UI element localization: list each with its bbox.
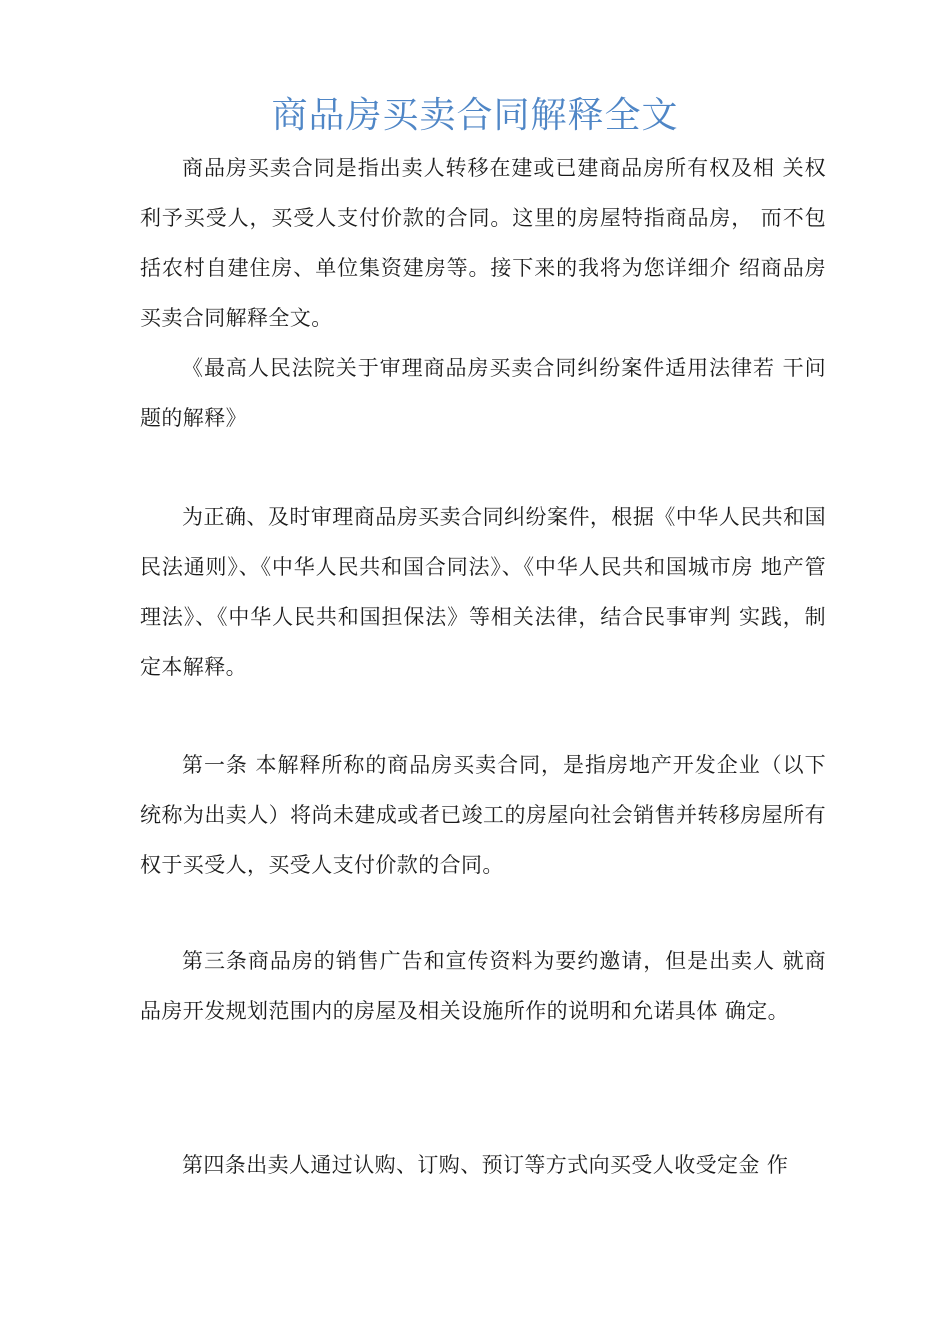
article-1-paragraph: 第一条 本解释所称的商品房买卖合同，是指房地产开发企业（以下统称为出卖人）将尚未建成或者已竣工的房屋向社会销售并转移房屋所有权于买受人，买受人支付价款的合同。 [140, 753, 826, 877]
article-3-paragraph: 第三条商品房的销售广告和宣传资料为要约邀请，但是出卖人 就商品房开发规划范围内的房屋及相关设施所作的说明和允诺具体 确定。 [140, 949, 826, 1023]
preamble-paragraph: 为正确、及时审理商品房买卖合同纠纷案件，根据《中华人民共和国民法通则》、《中华人民共和国合同法》、《中华人民共和国城市房 地产管理法》、《中华人民共和国担保法》等相关法律，结合民事审判 实践，制定本解释。 [140, 505, 826, 679]
article-4-paragraph: 第四条出卖人通过认购、订购、预订等方式向买受人收受定金 作 [182, 1153, 789, 1177]
law-title-paragraph: 《最高人民法院关于审理商品房买卖合同纠纷案件适用法律若 干问题的解释》 [140, 356, 826, 430]
document-title: 商品房买卖合同解释全文 [271, 95, 679, 136]
intro-paragraph: 商品房买卖合同是指出卖人转移在建或已建商品房所有权及相 关权利予买受人，买受人支付价款的合同。这里的房屋特指商品房， 而不包括农村自建住房、单位集资建房等。接下来的我将为您详细介 绍商品房买卖合同解释全文。 [140, 156, 826, 330]
